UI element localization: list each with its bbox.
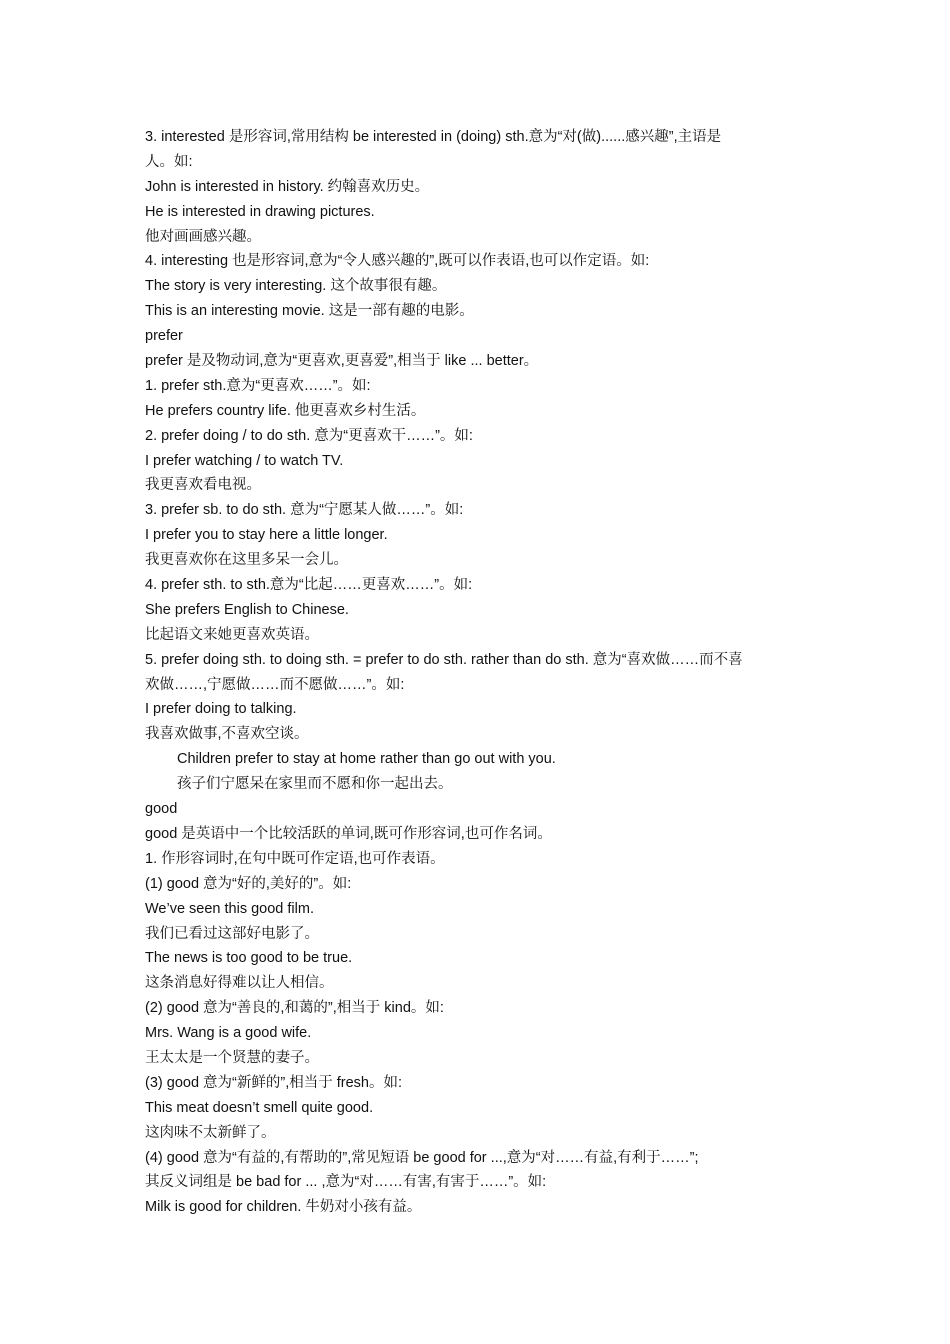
text-line: 其反义词组是 be bad for ... ,意为“对……有害,有害于……”。如: (145, 1174, 547, 1191)
text-line: This meat doesn’t smell quite good. (145, 1099, 374, 1116)
section-heading-prefer: prefer (145, 328, 183, 345)
text-line-indented: Children prefer to stay at home rather than go out with you. (177, 751, 556, 768)
text-line: 王太太是一个贤慧的妻子。 (145, 1049, 319, 1066)
text-line: 我喜欢做事,不喜欢空谈。 (145, 726, 309, 743)
text-line: 我们已看过这部好电影了。 (145, 925, 319, 942)
text-line: 人。如: (145, 153, 193, 170)
text-line: prefer 是及物动词,意为“更喜欢,更喜爱”,相当于 like ... better。 (145, 353, 539, 370)
text-line: The story is very interesting. 这个故事很有趣。 (145, 278, 447, 295)
text-line: 这肉味不太新鲜了。 (145, 1124, 276, 1141)
text-line: Milk is good for children. 牛奶对小孩有益。 (145, 1199, 422, 1216)
text-line: (3) good 意为“新鲜的”,相当于 fresh。如: (145, 1074, 403, 1091)
text-line: 这条消息好得难以让人相信。 (145, 975, 334, 992)
text-line: 我更喜欢你在这里多呆一会儿。 (145, 552, 348, 569)
text-line: 他对画画感兴趣。 (145, 228, 261, 245)
text-line: He prefers country life. 他更喜欢乡村生活。 (145, 402, 426, 419)
text-line: 3. interested 是形容词,常用结构 be interested in (doing) sth.意为“对(做)......感兴趣”,主语是 (145, 129, 722, 145)
text-line: 3. prefer sb. to do sth. 意为“宁愿某人做……”。如: (145, 502, 464, 519)
text-line: 1. prefer sth.意为“更喜欢……”。如: (145, 377, 371, 394)
text-line: This is an interesting movie. 这是一部有趣的电影。 (145, 303, 474, 320)
text-line: The news is too good to be true. (145, 950, 353, 967)
text-line: 2. prefer doing / to do sth. 意为“更喜欢干……”。如: (145, 427, 473, 444)
text-line: 5. prefer doing sth. to doing sth. = prefer to do sth. rather than do sth. 意为“喜欢做……而不喜 (145, 651, 743, 668)
text-line: Mrs. Wang is a good wife. (145, 1025, 312, 1042)
text-line: 欢做……,宁愿做……而不愿做……”。如: (145, 676, 405, 693)
text-line: I prefer doing to talking. (145, 701, 297, 718)
text-line-indented: 孩子们宁愿呆在家里而不愿和你一起出去。 (177, 776, 453, 793)
text-line: (4) good 意为“有益的,有帮助的”,常见短语 be good for ...,意为“对……有益,有利于……”; (145, 1149, 699, 1166)
document-body (145, 125, 815, 1220)
text-line: I prefer watching / to watch TV. (145, 452, 344, 469)
text-line: We’ve seen this good film. (145, 900, 314, 917)
text-line: 比起语文来她更喜欢英语。 (145, 626, 319, 643)
text-line: He is interested in drawing pictures. (145, 203, 375, 220)
text-line: 4. prefer sth. to sth.意为“比起……更喜欢……”。如: (145, 577, 473, 594)
text-line: 我更喜欢看电视。 (145, 477, 261, 494)
text-line: She prefers English to Chinese. (145, 601, 349, 618)
text-line: 1. 作形容词时,在句中既可作定语,也可作表语。 (145, 850, 445, 867)
text-line: (2) good 意为“善良的,和蔼的”,相当于 kind。如: (145, 1000, 444, 1017)
section-heading-good: good (145, 801, 178, 818)
text-line: good 是英语中一个比较活跃的单词,既可作形容词,也可作名词。 (145, 825, 552, 842)
text-line: John is interested in history. 约翰喜欢历史。 (145, 178, 430, 195)
text-line: (1) good 意为“好的,美好的”。如: (145, 875, 352, 892)
text-line: 4. interesting 也是形容词,意为“令人感兴趣的”,既可以作表语,也可以作定语。如: (145, 253, 650, 270)
text-line: I prefer you to stay here a little longer. (145, 527, 388, 544)
